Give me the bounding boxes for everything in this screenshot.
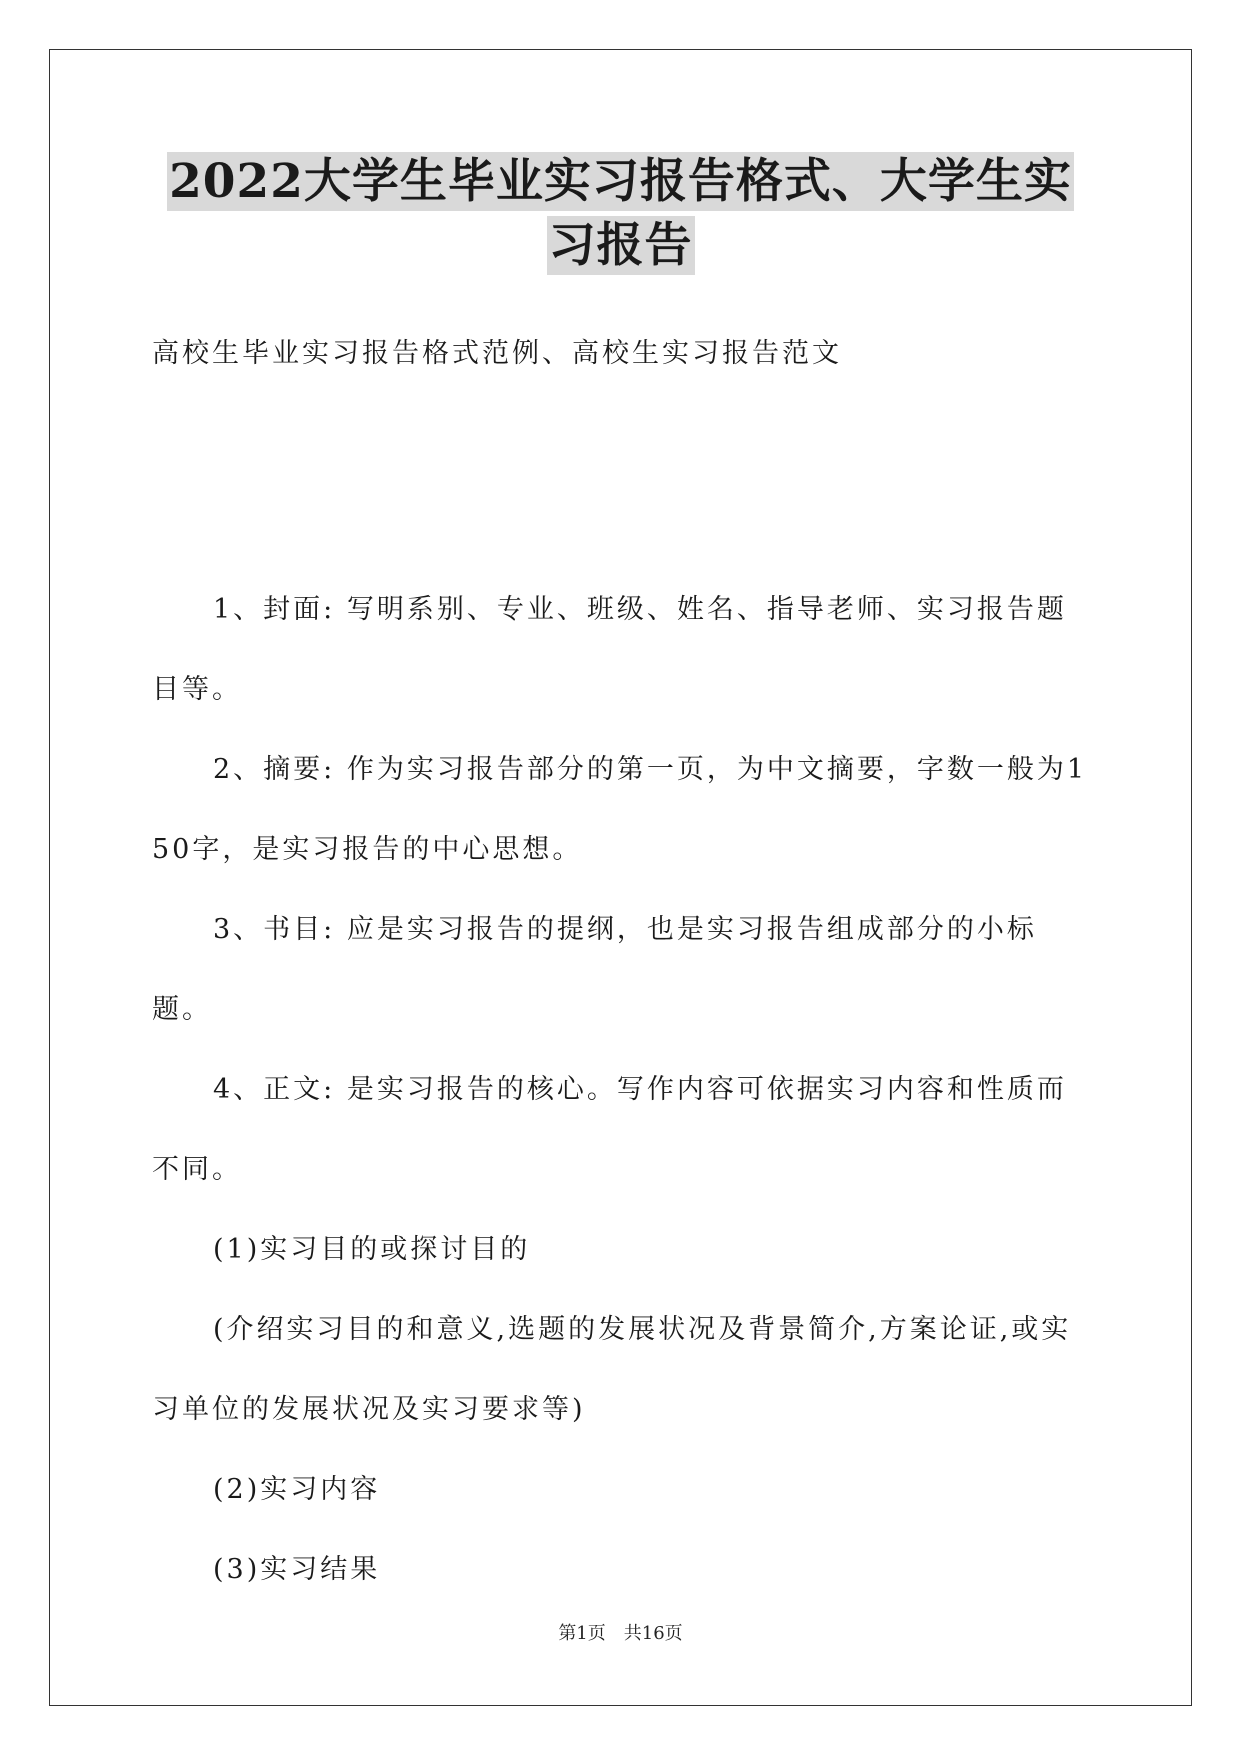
document-body xyxy=(152,570,1092,1610)
paragraph-abstract: 2、摘要: 作为实习报告部分的第一页，为中文摘要，字数一般为150字，是实习报告的中心思想。 xyxy=(152,754,1088,865)
document-subtitle: 高校生毕业实习报告格式范例、高校生实习报告范文 xyxy=(152,338,842,369)
paragraph-purpose: (1)实习目的或探讨目的 xyxy=(213,1234,531,1265)
page-footer xyxy=(0,1622,1241,1646)
page-total: 共16页 xyxy=(623,1623,683,1644)
paragraph-content: (2)实习内容 xyxy=(213,1474,381,1505)
page-number: 第1页 xyxy=(558,1623,606,1644)
paragraph-purpose-detail: (介绍实习目的和意义,选题的发展状况及背景简介,方案论证,或实习单位的发展状况及实习要求等) xyxy=(152,1314,1072,1425)
paragraph-cover: 1、封面: 写明系别、专业、班级、姓名、指导老师、实习报告题目等。 xyxy=(152,594,1067,705)
document-title xyxy=(150,150,1091,278)
paragraph-main-text: 4、正文: 是实习报告的核心。写作内容可依据实习内容和性质而不同。 xyxy=(152,1074,1067,1185)
paragraph-contents: 3、书目: 应是实习报告的提纲，也是实习报告组成部分的小标题。 xyxy=(152,914,1037,1025)
document-title-text: 2022大学生毕业实习报告格式、大学生实习报告 xyxy=(169,154,1072,273)
paragraph-result: (3)实习结果 xyxy=(213,1554,381,1585)
